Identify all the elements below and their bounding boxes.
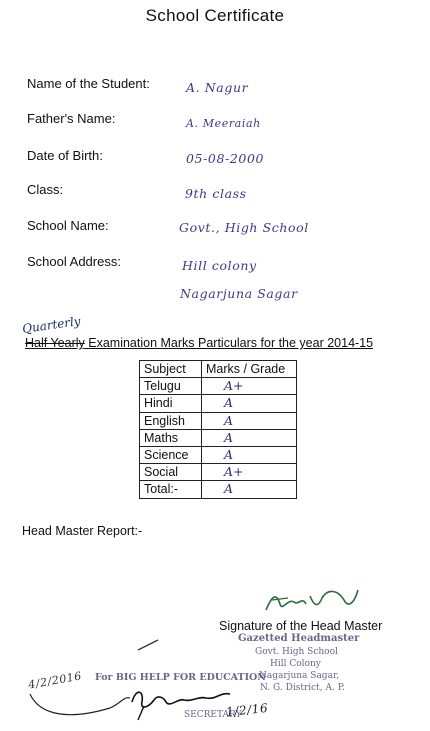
field-label-dob: Date of Birth: — [27, 148, 103, 163]
table-row — [140, 464, 297, 481]
grade-cell: A — [202, 446, 297, 463]
stamp-line: Nagarjuna Sagar, — [259, 671, 340, 681]
table-row — [140, 429, 297, 446]
field-value-student-name: A. Nagur — [186, 80, 249, 95]
field-value-dob: 05-08-2000 — [186, 151, 265, 166]
subject-cell: Social — [140, 464, 202, 481]
grade-cell: A — [202, 412, 297, 429]
subject-cell: English — [140, 412, 202, 429]
field-value-father-name: A. Meeraiah — [186, 117, 261, 130]
head-master-report-label: Head Master Report:- — [22, 524, 143, 538]
table-header-row — [140, 361, 297, 378]
field-value-school-address: Hill colony — [182, 258, 257, 273]
head-master-signature — [258, 584, 368, 620]
field-label-student-name: Name of the Student: — [27, 76, 150, 91]
stamp-line: Govt. High School — [255, 647, 338, 657]
exam-heading — [25, 336, 373, 350]
secretary-label: SECRETARY — [184, 710, 242, 720]
exam-heading-struck: Half Yearly — [25, 336, 85, 350]
field-value-address-line2: Nagarjuna Sagar — [180, 286, 298, 301]
date-right: 1/2/16 — [225, 700, 269, 720]
table-header-subject: Subject — [140, 361, 202, 378]
table-row — [140, 395, 297, 412]
date-left: 4/2/2016 — [27, 669, 83, 692]
stamp-line: Gazetted Headmaster — [238, 633, 360, 644]
table-header-grade: Marks / Grade — [202, 361, 297, 378]
field-value-school-name: Govt., High School — [179, 220, 309, 235]
grade-cell: A — [202, 395, 297, 412]
table-row — [140, 378, 297, 395]
field-label-father-name: Father's Name: — [27, 111, 116, 126]
grade-cell: A+ — [202, 464, 297, 481]
table-row — [140, 446, 297, 463]
field-label-class: Class: — [27, 182, 64, 197]
table-row — [140, 481, 297, 498]
marks-table — [139, 360, 297, 499]
field-label-school-address: School Address: — [27, 254, 121, 269]
subject-cell: Total:- — [140, 481, 202, 498]
stamp-line: Hill Colony — [270, 659, 321, 669]
certificate-title: School Certificate — [145, 6, 285, 25]
exam-correction-handwritten: Quarterly — [21, 313, 82, 337]
exam-heading-rest: Examination Marks Particulars for the year 2014-15 — [84, 336, 374, 350]
secretary-signature — [20, 636, 250, 728]
subject-cell: Maths — [140, 429, 202, 446]
field-label-school-name: School Name: — [27, 218, 109, 233]
signature-label: Signature of the Head Master — [219, 619, 383, 633]
grade-cell: A — [202, 429, 297, 446]
table-row — [140, 412, 297, 429]
grade-cell: A — [202, 481, 297, 498]
subject-cell: Telugu — [140, 378, 202, 395]
subject-cell: Hindi — [140, 395, 202, 412]
field-value-class: 9th class — [185, 186, 247, 201]
secretary-stamp: For BIG HELP FOR EDUCATION — [95, 672, 266, 683]
stamp-line: N. G. District, A. P. — [260, 683, 345, 693]
subject-cell: Science — [140, 446, 202, 463]
grade-cell: A+ — [202, 378, 297, 395]
